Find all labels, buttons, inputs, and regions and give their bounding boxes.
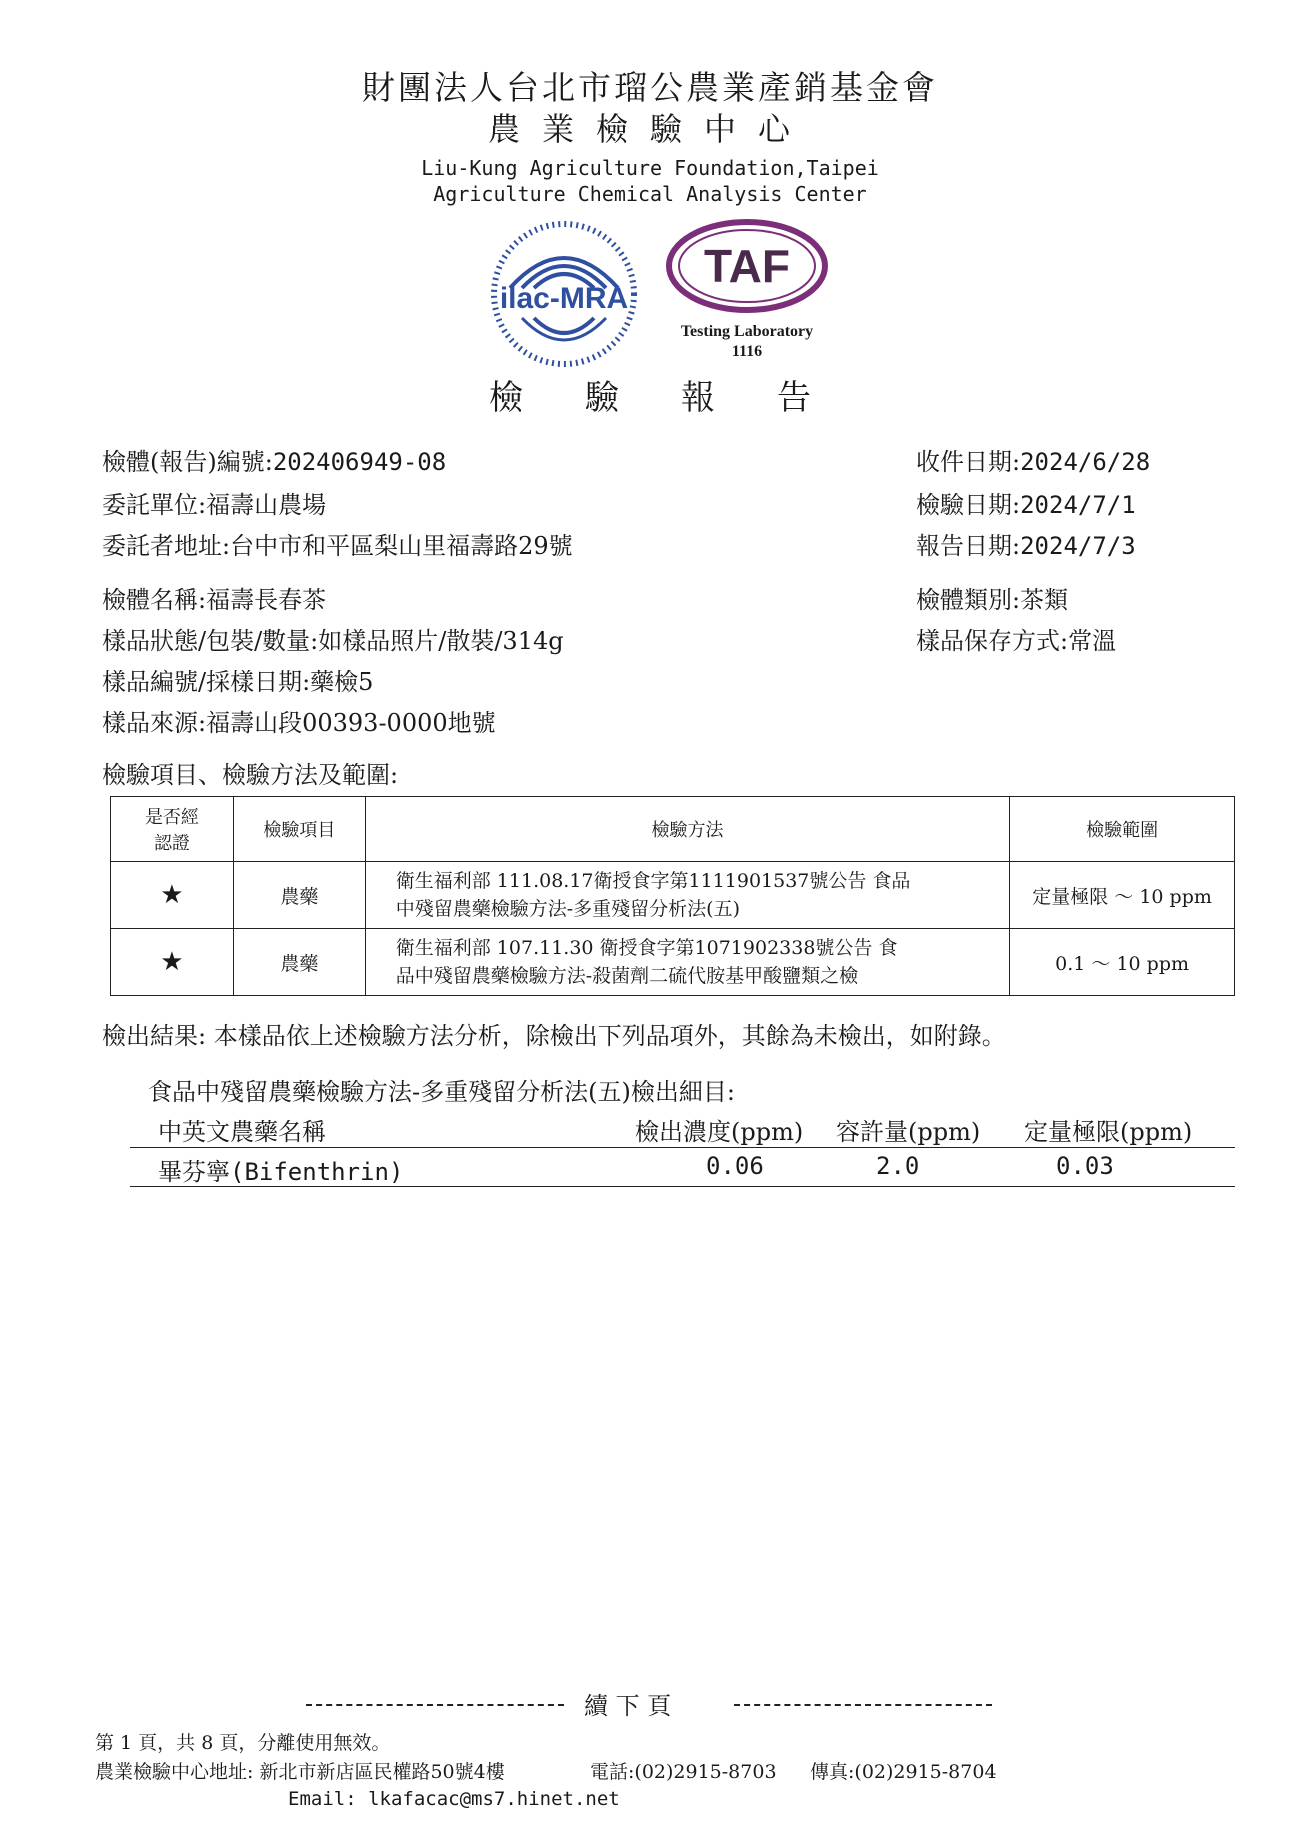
test-item: 農藥 bbox=[233, 929, 365, 996]
test-range: 定量極限 ～ 10 ppm bbox=[1010, 862, 1235, 929]
header-range: 檢驗範圍 bbox=[1010, 797, 1235, 862]
info-received-date: 收件日期:2024/6/28 bbox=[916, 448, 1151, 476]
header-certified: 是否經 認證 bbox=[111, 797, 234, 862]
test-method: 衛生福利部 111.08.17衛授食字第1111901537號公告 食品 中殘留農藥檢驗方法-多重殘留分析法(五) bbox=[365, 862, 1009, 929]
page-number: 第 1 頁，共 8 頁，分離使用無效。 bbox=[95, 1732, 391, 1754]
pesticide-name: 畢芬寧(Bifenthrin) bbox=[158, 1158, 404, 1186]
continue-dash-right bbox=[734, 1704, 992, 1706]
center-address: 農業檢驗中心地址: 新北市新店區民權路50號4樓 bbox=[95, 1761, 505, 1783]
info-sample-category: 檢體類別:茶類 bbox=[916, 586, 1069, 614]
phone: 電話:(02)2915-8703 bbox=[590, 1761, 777, 1783]
methods-header-row bbox=[111, 797, 1235, 862]
taf-logo bbox=[662, 218, 832, 370]
continue-dash-left bbox=[306, 1704, 564, 1706]
test-item: 農藥 bbox=[233, 862, 365, 929]
certified-star: ★ bbox=[111, 929, 234, 996]
header-concentration: 檢出濃度(ppm) bbox=[635, 1118, 804, 1146]
info-report-number: 檢體(報告)編號:202406949-08 bbox=[102, 448, 447, 476]
taf-caption: Testing Laboratory bbox=[680, 323, 814, 340]
certified-star: ★ bbox=[111, 862, 234, 929]
info-client: 委託單位:福壽山農場 bbox=[102, 491, 327, 519]
info-sample-source: 樣品來源:福壽山段00393-0000地號 bbox=[102, 709, 496, 737]
info-sample-state: 樣品狀態/包裝/數量:如樣品照片/散裝/314g bbox=[102, 627, 564, 655]
detection-header-row bbox=[130, 1112, 1235, 1144]
header-method: 檢驗方法 bbox=[365, 797, 1009, 862]
english-name-line1: Liu-Kung Agriculture Foundation,Taipei bbox=[421, 156, 879, 180]
info-report-date: 報告日期:2024/7/3 bbox=[916, 532, 1136, 560]
header-tolerance: 容許量(ppm) bbox=[836, 1118, 981, 1146]
tolerance-value: 2.0 bbox=[876, 1152, 920, 1180]
result-statement: 檢出結果: 本樣品依上述檢驗方法分析，除檢出下列品項外，其餘為未檢出，如附錄。 bbox=[102, 1022, 1006, 1050]
org-name: 財團法人台北市瑠公農業產銷基金會 bbox=[362, 68, 938, 107]
detected-concentration: 0.06 bbox=[706, 1152, 764, 1180]
center-name: 農業檢驗中心 bbox=[487, 110, 812, 148]
header-item: 檢驗項目 bbox=[233, 797, 365, 862]
info-test-date: 檢驗日期:2024/7/1 bbox=[916, 491, 1136, 519]
table-row bbox=[111, 862, 1235, 929]
detection-divider bbox=[130, 1147, 1235, 1148]
header-loq: 定量極限(ppm) bbox=[1024, 1118, 1193, 1146]
info-sample-name: 檢體名稱:福壽長春茶 bbox=[102, 586, 327, 614]
fax: 傳真:(02)2915-8704 bbox=[810, 1761, 997, 1783]
info-sample-code: 樣品編號/採樣日期:藥檢5 bbox=[102, 668, 374, 696]
methods-section-title: 檢驗項目、檢驗方法及範圍: bbox=[102, 761, 399, 789]
header-pesticide-name: 中英文農藥名稱 bbox=[158, 1118, 326, 1146]
detection-bottom-rule bbox=[130, 1186, 1235, 1187]
report-title: 檢驗報告 bbox=[489, 378, 873, 418]
info-storage: 樣品保存方式:常溫 bbox=[916, 627, 1117, 655]
info-address: 委託者地址:台中市和平區梨山里福壽路29號 bbox=[102, 532, 573, 560]
loq-value: 0.03 bbox=[1056, 1152, 1114, 1180]
continue-text: 續 下 頁 bbox=[584, 1692, 672, 1720]
english-name-line2: Agriculture Chemical Analysis Center bbox=[433, 182, 867, 206]
email: Email: lkafacac@ms7.hinet.net bbox=[288, 1788, 620, 1810]
table-row bbox=[111, 929, 1235, 996]
ilac-text: ilac-MRA bbox=[499, 282, 629, 315]
test-range: 0.1 ～ 10 ppm bbox=[1010, 929, 1235, 996]
test-method: 衛生福利部 107.11.30 衛授食字第1071902338號公告 食 品中殘留農藥檢驗方法-殺菌劑二硫代胺基甲酸鹽類之檢 bbox=[365, 929, 1009, 996]
ilac-mra-logo bbox=[488, 218, 640, 370]
taf-text: TAF bbox=[703, 240, 791, 292]
methods-table bbox=[110, 796, 1235, 996]
table-row bbox=[130, 1152, 1235, 1184]
taf-number: 1116 bbox=[731, 343, 763, 360]
detection-title: 食品中殘留農藥檢驗方法-多重殘留分析法(五)檢出細目: bbox=[148, 1078, 735, 1106]
